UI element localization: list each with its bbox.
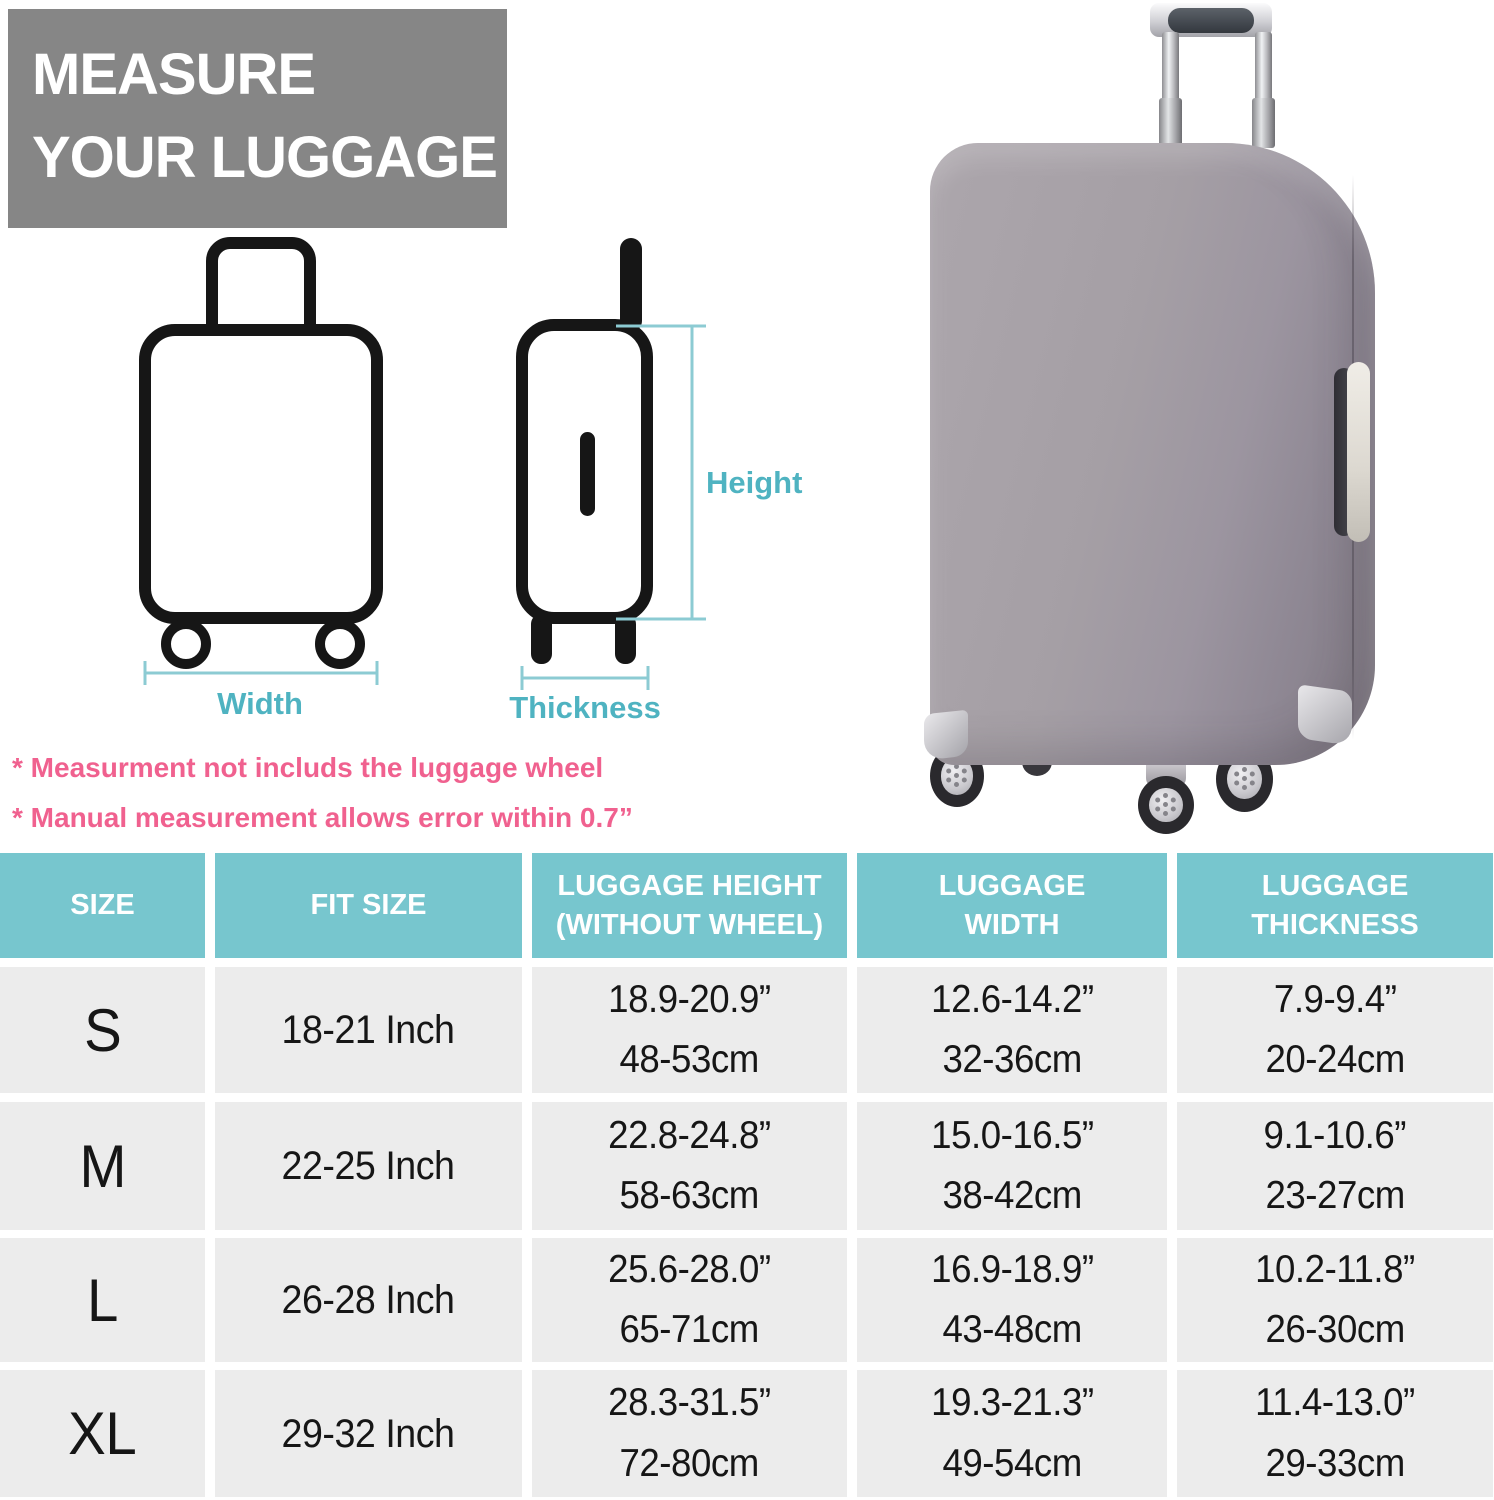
size-cell bbox=[0, 967, 205, 1093]
table-header-row bbox=[0, 853, 1494, 958]
col-header-luggage-width bbox=[857, 853, 1167, 958]
suitcase-wheel bbox=[1138, 776, 1194, 834]
width-inches: 16.9-18.9” bbox=[930, 1247, 1094, 1291]
fit-size-value: 29-32 Inch bbox=[282, 1411, 455, 1456]
width-cell bbox=[857, 1102, 1167, 1230]
table-row-xl bbox=[0, 1370, 1494, 1497]
fit-size-cell bbox=[215, 1238, 522, 1362]
header-text: FIT SIZE bbox=[310, 889, 427, 922]
corner-guard-left bbox=[924, 710, 968, 761]
fit-size-cell bbox=[215, 1102, 522, 1230]
fit-size-value: 26-28 Inch bbox=[282, 1278, 455, 1322]
width-inches: 19.3-21.3” bbox=[930, 1381, 1094, 1425]
thickness-inches: 7.9-9.4” bbox=[1273, 977, 1397, 1021]
luggage-front-view-icon bbox=[145, 243, 377, 721]
thickness-cm: 20-24cm bbox=[1265, 1038, 1405, 1081]
height-cell bbox=[532, 967, 847, 1093]
size-table bbox=[0, 853, 1494, 1500]
thickness-cm: 23-27cm bbox=[1265, 1174, 1405, 1217]
header-text: (WITHOUT WHEEL) bbox=[555, 908, 824, 941]
height-cm: 65-71cm bbox=[619, 1308, 760, 1351]
front-body-outline bbox=[145, 330, 377, 618]
fit-size-cell bbox=[215, 1370, 522, 1497]
height-cm: 72-80cm bbox=[619, 1441, 760, 1485]
col-header-fit-size bbox=[215, 853, 522, 958]
suitcase-side-handle bbox=[1347, 362, 1370, 542]
height-cell bbox=[532, 1102, 847, 1230]
height-label: Height bbox=[706, 465, 803, 500]
wheel-hub bbox=[1227, 759, 1261, 799]
height-inches: 22.8-24.8” bbox=[608, 1113, 771, 1157]
width-label: Width bbox=[217, 686, 303, 721]
width-cm: 32-36cm bbox=[942, 1038, 1082, 1081]
height-cm: 58-63cm bbox=[619, 1174, 760, 1217]
col-header-luggage-thickness bbox=[1177, 853, 1493, 958]
size-value: M bbox=[79, 1132, 126, 1200]
width-cell bbox=[857, 1370, 1167, 1497]
width-cm: 38-42cm bbox=[942, 1174, 1082, 1217]
width-cm: 49-54cm bbox=[942, 1441, 1082, 1485]
size-value: L bbox=[87, 1266, 118, 1334]
fit-size-cell bbox=[215, 967, 522, 1093]
side-handle-slot-icon bbox=[580, 432, 595, 516]
page-title-line1: MEASURE bbox=[32, 42, 316, 107]
width-inches: 12.6-14.2” bbox=[930, 977, 1094, 1021]
height-cell bbox=[532, 1370, 847, 1497]
col-header-size bbox=[0, 853, 205, 958]
thickness-cm: 26-30cm bbox=[1265, 1308, 1405, 1351]
thickness-cell bbox=[1177, 1102, 1493, 1230]
front-wheel-right-icon bbox=[320, 624, 360, 664]
thickness-cell bbox=[1177, 967, 1493, 1093]
corner-guard-right bbox=[1298, 684, 1352, 746]
side-pole-icon bbox=[620, 238, 642, 332]
thickness-measure-line bbox=[522, 666, 648, 690]
height-cm: 48-53cm bbox=[619, 1038, 760, 1081]
thickness-cm: 29-33cm bbox=[1265, 1441, 1405, 1485]
thickness-cell bbox=[1177, 1238, 1493, 1362]
thickness-inches: 10.2-11.8” bbox=[1255, 1247, 1415, 1291]
thickness-inches: 9.1-10.6” bbox=[1263, 1113, 1407, 1157]
header-text: THICKNESS bbox=[1251, 908, 1419, 941]
table-row-m bbox=[0, 1102, 1494, 1230]
header-text: LUGGAGE bbox=[1261, 870, 1409, 903]
height-inches: 25.6-28.0” bbox=[608, 1247, 771, 1291]
note-measurement-error: * Manual measurement allows error within 0.7” bbox=[12, 802, 633, 833]
size-value: XL bbox=[68, 1400, 137, 1467]
table-row-l bbox=[0, 1238, 1494, 1362]
thickness-inches: 11.4-13.0” bbox=[1255, 1381, 1415, 1425]
note-wheel-excluded: * Measurment not includs the luggage wheel bbox=[12, 752, 604, 783]
trolley-pole-joint-right bbox=[1252, 98, 1275, 148]
header-text: LUGGAGE HEIGHT bbox=[557, 870, 822, 903]
suitcase-cover-body bbox=[930, 143, 1375, 765]
table-row-s bbox=[0, 967, 1494, 1093]
header-text: WIDTH bbox=[964, 908, 1060, 941]
front-wheel-left-icon bbox=[166, 624, 206, 664]
col-header-luggage-height bbox=[532, 853, 847, 958]
header-text: LUGGAGE bbox=[938, 870, 1086, 903]
size-cell bbox=[0, 1102, 205, 1230]
size-value: S bbox=[83, 996, 122, 1064]
width-inches: 15.0-16.5” bbox=[930, 1113, 1094, 1157]
wheel-hub bbox=[1149, 788, 1183, 823]
fit-size-value: 22-25 Inch bbox=[282, 1144, 455, 1188]
height-inches: 28.3-31.5” bbox=[608, 1381, 771, 1425]
trolley-handle-grip bbox=[1168, 8, 1254, 33]
size-cell bbox=[0, 1238, 205, 1362]
width-cm: 43-48cm bbox=[942, 1308, 1082, 1351]
page-title-line2: YOUR LUGGAGE bbox=[32, 125, 497, 190]
height-cell bbox=[532, 1238, 847, 1362]
measurement-diagram bbox=[60, 230, 860, 760]
fit-size-value: 18-21 Inch bbox=[282, 1008, 455, 1052]
width-cell bbox=[857, 1238, 1167, 1362]
title-block bbox=[8, 9, 507, 228]
height-inches: 18.9-20.9” bbox=[608, 977, 771, 1021]
header-text: SIZE bbox=[70, 889, 135, 922]
luggage-side-view-icon bbox=[509, 238, 802, 725]
thickness-cell bbox=[1177, 1370, 1493, 1497]
thickness-label: Thickness bbox=[509, 690, 661, 725]
size-cell bbox=[0, 1370, 205, 1497]
width-cell bbox=[857, 967, 1167, 1093]
trolley-pole-joint-left bbox=[1159, 98, 1182, 148]
luggage-photo bbox=[900, 0, 1494, 860]
